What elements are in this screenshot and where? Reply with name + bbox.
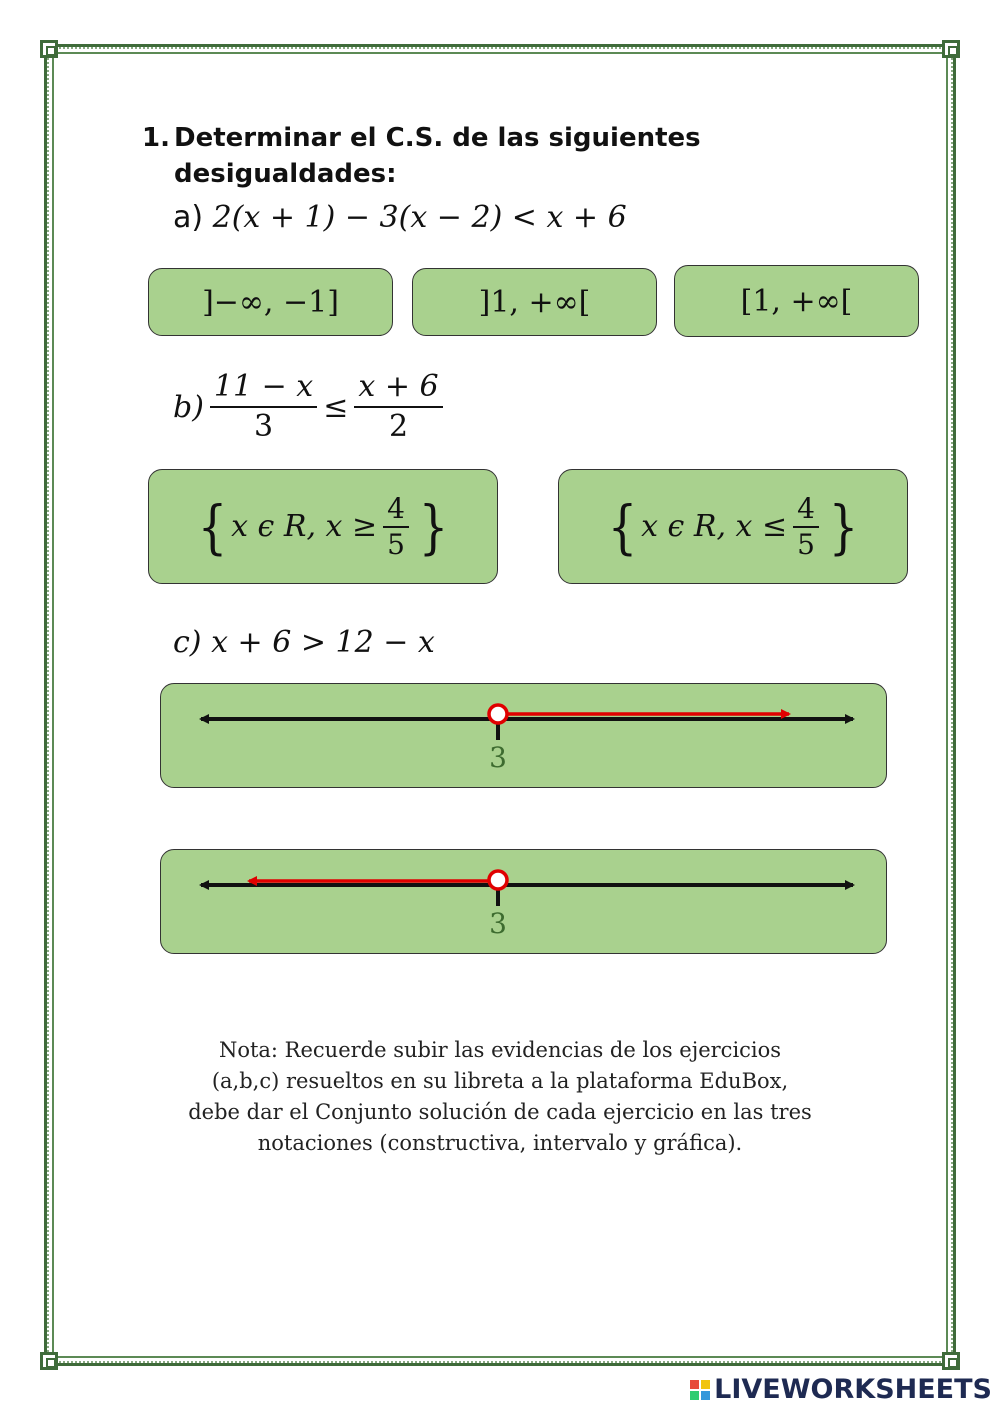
instructions-note [130,1035,870,1159]
liveworksheets-brand [690,1374,992,1405]
option-a-3-text: [1, +∞[ [740,283,853,319]
heading-number: 1. [142,123,170,153]
exercise-b-label: b) [173,389,204,425]
number-line-graph [161,684,888,789]
set-expression [194,491,452,561]
exercise-b-lhs-fraction [210,370,317,444]
liveworksheets-logo-icon [690,1380,710,1400]
number-line-option-1[interactable] [160,683,887,788]
corner-ornament-icon [942,40,960,58]
set-fraction [383,491,409,561]
exercise-b-relation: ≤ [323,389,349,425]
corner-ornament-icon [40,1352,58,1370]
option-a-2[interactable] [412,268,657,336]
option-a-1[interactable] [148,268,393,336]
number-line-graph [161,850,888,955]
set-numerator: 4 [793,494,819,528]
note-line-1: Nota: Recuerde subir las evidencias de los ejercicios [218,1038,782,1062]
heading-line-2: desigualdades: [174,159,397,189]
option-a-2-text: ]1, +∞[ [478,284,591,320]
exercise-b-statement [173,370,449,444]
set-condition: x ϵ R, x ≤ [641,509,788,544]
exercise-b-rhs-fraction [354,370,442,444]
right-brace: } [828,492,859,561]
brand-name: LIVEWORKSHEETS [714,1374,992,1405]
set-fraction [793,491,819,561]
exercise-a-inequality: 2(x + 1) − 3(x − 2) < x + 6 [212,200,627,235]
open-point-icon [489,705,507,723]
rhs-denominator: 2 [388,409,409,444]
exercise-a-statement [173,200,627,235]
option-a-1-text: ]−∞, −1] [202,284,339,320]
heading-line-1: Determinar el C.S. de las siguientes [174,123,701,153]
left-brace: { [607,492,638,561]
tick-label: 3 [489,741,507,774]
exercise-c-statement [173,625,435,660]
corner-ornament-icon [40,40,58,58]
option-b-1[interactable] [148,469,498,584]
right-brace: } [418,492,449,561]
open-point-icon [489,871,507,889]
tick-label: 3 [489,907,507,940]
exercise-a-label: a) [173,200,204,235]
note-line-2: (a,b,c) resueltos en su libreta a la plataforma EduBox, [211,1069,789,1093]
number-line-option-2[interactable] [160,849,887,954]
option-a-3[interactable] [674,265,919,337]
lhs-denominator: 3 [254,409,274,444]
note-line-3: debe dar el Conjunto solución de cada ejercicio en las tres [188,1100,812,1124]
set-denominator: 5 [387,527,405,561]
exercise-c-inequality: x + 6 > 12 − x [211,625,435,660]
corner-ornament-icon [942,1352,960,1370]
exercise-c-label: c) [173,625,202,660]
set-expression [604,491,862,561]
lhs-numerator: 11 − x [210,370,317,408]
set-condition: x ϵ R, x ≥ [231,509,378,544]
exercise-heading [142,120,762,192]
note-line-4: notaciones (constructiva, intervalo y gráfica). [257,1131,743,1155]
set-denominator: 5 [797,527,815,561]
left-brace: { [197,492,228,561]
set-numerator: 4 [383,494,409,528]
option-b-2[interactable] [558,469,908,584]
rhs-numerator: x + 6 [354,370,442,408]
